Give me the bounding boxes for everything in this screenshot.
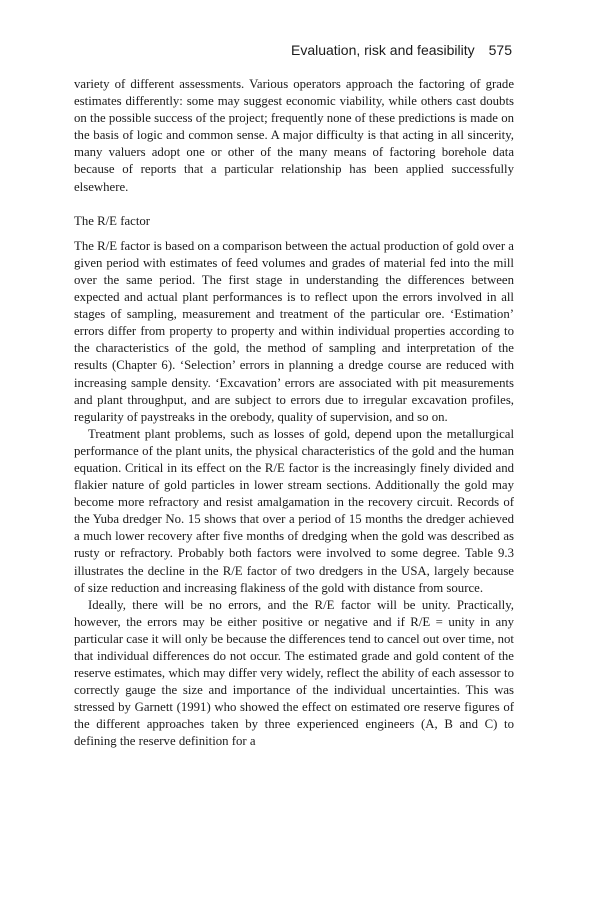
page-number: 575: [488, 42, 512, 58]
paragraph: The R/E factor is based on a comparison between the actual production of gold over a given period with estimates of feed volumes and grades of material fed into the mill over the same period. The first stage in understanding the differences between expected and actual plant performances is to reflect upon the errors involved in all stages of sampling, measurement and treatment of the particular ore. ‘Estimation’ errors differ from property to property and within individual properties according to the characteristics of the gold, the method of sampling and interpretation of the results (Chapter 6). ‘Selection’ errors in planning a dredge course are reduced with increasing sample density. ‘Excavation’ errors are associated with pit measurements and plant throughput, and are subject to errors due to irregular excavation profiles, regularity of paystreaks in the orebody, quality of supervision, and so on.: [74, 238, 514, 424]
paragraph: Treatment plant problems, such as losses of gold, depend upon the metallurgical performance of the plant units, the physical characteristics of the gold and the human equation. Critical in its effect on the R/E factor is the increasingly finely divided and flakier nature of gold particles in lower stream sections. Additionally the gold may become more refractory and resist amalgamation in the recovery circuit. Records of the Yuba dredger No. 15 shows that over a period of 15 months the dredger achieved a much lower recovery after five months of dredging when the gold was described as rusty or refractory. Probably both factors were involved to some degree. Table 9.3 illustrates the decline in the R/E factor of two dredgers in the USA, largely because of size reduction and increasing flakiness of the gold with distance from source.: [74, 426, 514, 595]
paragraph: variety of different assessments. Various operators approach the factoring of grade estimates differently: some may suggest economic viability, while others cast doubts on the possible success of the project; frequently none of these predictions is made on the basis of logic and common sense. A major difficulty is that acting in all sincerity, many valuers adopt one or other of the many means of factoring borehole data because of reports that a particular relationship has been applied successfully elsewhere.: [74, 77, 514, 194]
running-title: Evaluation, risk and feasibility: [290, 42, 475, 58]
running-head: [291, 42, 512, 58]
section-heading: The R/E factor: [74, 213, 151, 228]
paragraph: Ideally, there will be no errors, and the R/E factor will be unity. Practically, however, the errors may be either positive or negative and if R/E = unity in any particular case it will only be because the differences tend to cancel out over time, not that individual differences do not occur. The estimated grade and gold content of the reserve estimates, which may differ very widely, reflect the ability of each assessor to correctly gauge the size and importance of the individual uncertainties. This was stressed by Garnett (1991) who showed the effect on estimated ore reserve figures of the different approaches taken by three experienced engineers (A, B and C) to defining the reserve definition for a: [74, 597, 514, 749]
body-text: [74, 76, 514, 751]
